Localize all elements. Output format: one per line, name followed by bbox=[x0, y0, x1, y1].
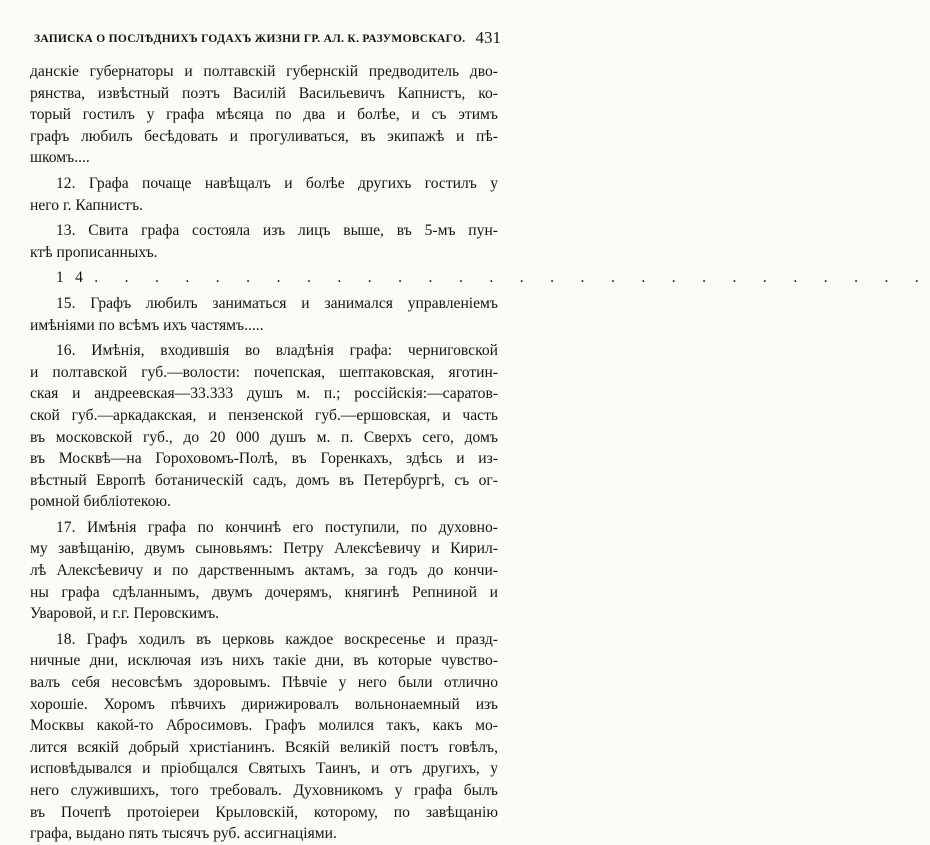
text-line: хорошіе. Хоромъ пѣвчихъ дирижировалъ вольнонаемный изъ bbox=[30, 695, 498, 713]
text-line: ны графа сдѣланнымъ, двумъ дочерямъ, княгинѣ Репниной и bbox=[30, 583, 498, 601]
paragraph-17-line: 17. Имѣнія графа по кончинѣ его поступили, по духовно- bbox=[56, 518, 498, 536]
text-line: ская и андреевская—33.333 душъ м. п.; россійскія:—саратов- bbox=[30, 385, 498, 403]
text-line: му завѣщанію, двумъ сыновьямъ: Петру Алексѣевичу и Кирил- bbox=[30, 540, 498, 558]
paragraph-14-line: 14. . . . . . . . . . . . . . . . . . . . . . . . . . . . bbox=[56, 269, 930, 287]
text-line: Москвы какой-то Абросимовъ. Графъ молился такъ, какъ мо- bbox=[30, 717, 498, 735]
text-line: рянства, извѣстный поэтъ Василій Васильевичъ Капнистъ, ко- bbox=[30, 84, 498, 102]
text-line: него служившихъ, того требовалъ. Духовникомъ у графа былъ bbox=[30, 782, 498, 799]
page-body bbox=[30, 61, 930, 845]
text-line: вѣстный Европѣ ботаническій садъ, домъ въ Петербургѣ, съ ог- bbox=[30, 471, 498, 489]
page-header bbox=[30, 28, 501, 52]
text-line: лится всякій добрый христіанинъ. Всякій великій постъ говѣлъ, bbox=[30, 738, 498, 756]
paragraph-12-line: 12. Графа почаще навѣщалъ и болѣе другихъ гостилъ у bbox=[56, 174, 498, 192]
paragraph-16-line: 16. Имѣнія, входившія во владѣнія графа: черниговской bbox=[56, 342, 498, 360]
text-line: данскіе губернаторы и полтавскій губернскій предводитель дво- bbox=[30, 63, 498, 80]
text-line: торый гостилъ у графа мѣсяца по два и болѣе, и съ этимъ bbox=[30, 106, 498, 124]
text-line: въ Москвѣ—на Гороховомъ-Полѣ, въ Горенкахъ, здѣсь и из- bbox=[30, 450, 498, 468]
text-line: Уваровой, и г.г. Перовскимъ. bbox=[30, 605, 220, 623]
paragraph-18-line: 18. Графъ ходилъ въ церковь каждое воскресенье и празд- bbox=[56, 630, 498, 648]
text-line: лѣ Алексѣевичу и по дарственнымъ актамъ, за годъ до кончи- bbox=[30, 562, 498, 580]
text-line: въ Почепѣ протоіереи Крыловскій, которому, по завѣщанію bbox=[30, 803, 498, 821]
text-line: въ московской губ., до 20 000 душъ м. п. Сверхъ сего, домъ bbox=[30, 428, 498, 446]
text-line: графъ любилъ бесѣдовать и прогуливаться, въ экипажѣ и пѣ- bbox=[30, 127, 498, 145]
text-line: него г. Капнистъ. bbox=[30, 196, 144, 214]
text-line: ской губ.—аркадакская, и пензенской губ.—ершовская, и часть bbox=[30, 406, 498, 424]
text-line: ктѣ прописанныхъ. bbox=[30, 243, 158, 261]
text-line: шкомъ.... bbox=[30, 149, 90, 167]
paragraph-13-line: 13. Свита графа состояла изъ лицъ выше, въ 5-мъ пун- bbox=[56, 222, 498, 240]
page-number: 431 bbox=[475, 28, 501, 47]
text-line: ничные дни, исключая изъ нихъ такіе дни, въ которые чувство- bbox=[30, 652, 498, 670]
text-line: исповѣдывался и пріобщался Святыхъ Таинъ, и отъ другихъ, у bbox=[30, 760, 498, 778]
text-line: валъ себя несовсѣмъ здоровымъ. Пѣвчіе у него были отлично bbox=[30, 674, 498, 692]
running-title: ЗАПИСКА О ПОСЛѢДНИХЪ ГОДАХЪ ЖИЗНИ ГР. АЛ. К. РАЗУМОВСКАГО. bbox=[34, 33, 466, 45]
text-line: имѣніями по всѣмъ ихъ частямъ..... bbox=[30, 316, 264, 334]
paragraph-15-line: 15. Графъ любилъ заниматься и занимался управленіемъ bbox=[56, 294, 498, 312]
text-line: графа, выдано пять тысячъ руб. ассигнаціями. bbox=[30, 825, 337, 843]
text-line: ромной библіотекою. bbox=[30, 493, 171, 511]
text-line: и полтавской губ.—волости: почепская, шептаковская, яготин- bbox=[30, 363, 498, 381]
